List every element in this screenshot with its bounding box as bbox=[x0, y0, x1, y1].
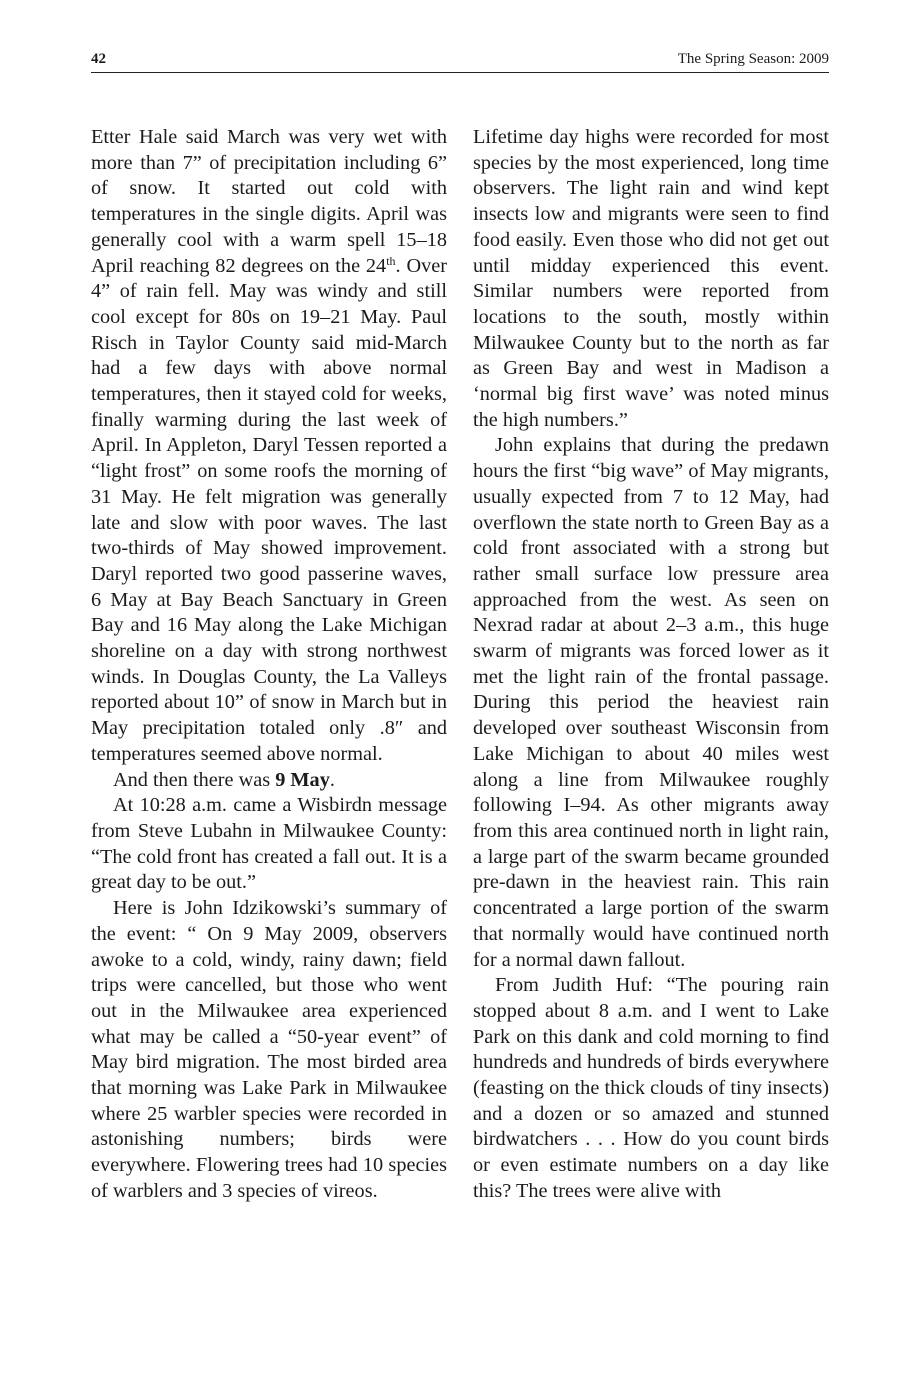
paragraph-summary-continued: Lifetime day highs were recorded for most species by the most experienced, long time observers. The light rain and wind kept insects low and migrants were seen to find food easily. Even those who did not get out until midday experienced this event. Similar numbers were reported from locations to the south, mostly within Milwaukee County but to the north as far as Green Bay and west in Madison a ‘normal big first wave’ was noted minus the high numbers.” bbox=[473, 126, 829, 431]
bold-date: 9 May bbox=[275, 768, 330, 791]
paragraph-9-may bbox=[91, 768, 447, 794]
page-number: 42 bbox=[91, 51, 106, 67]
journal-title: The Spring Season: 2009 bbox=[677, 51, 829, 67]
paragraph-weather-summary bbox=[91, 125, 447, 768]
paragraph-text: Etter Hale said March was very wet with more than 7” of precipitation including 6” of snow. It started out cold with temperatures in the single digits. April was generally cool with a warm spell 15–18 April reaching 82 degrees on the 24 bbox=[91, 126, 447, 277]
paragraph-idzikowski-summary: Here is John Idzikowski’s summary of the event: “ On 9 May 2009, observers awoke to a cold, windy, rainy dawn; field trips were cancelled, but those who went out in the Milwaukee area experienced what may be called a “50-year event” of May bird migration. The most birded area that morning was Lake Park in Milwaukee where 25 warbler species were recorded in astonishing numbers; birds were everywhere. Flowering trees had 10 species of warblers and 3 species of vireos. bbox=[91, 897, 447, 1202]
paragraph-john-explains: John explains that during the predawn hours the first “big wave” of May migrants, usually expected from 7 to 12 May, had overflown the state north to Green Bay as a cold front associated with a strong but rather small surface low pressure area approached from the west. As seen on Nexrad radar at about 2–3 a.m., this huge swarm of migrants was forced lower as it met the light rain of the frontal passage. During this period the heaviest rain developed over southeast Wisconsin from Lake Michigan to about 40 miles west along a line from Milwaukee roughly following I–94. As other migrants away from this area continued north in light rain, a large part of the swarm became grounded pre-dawn in the heaviest rain. This rain concentrated a large portion of the swarm that normally would have continued north for a normal dawn fallout. bbox=[473, 434, 829, 971]
running-head bbox=[91, 48, 829, 73]
right-column bbox=[473, 125, 829, 1205]
paragraph-lubahn-message: At 10:28 a.m. came a Wisbirdn message from Steve Lubahn in Milwaukee County: “The cold front has created a fall out. It is a great day to be out.” bbox=[91, 794, 447, 894]
paragraph-text: . bbox=[329, 768, 335, 791]
paragraph-text: And then there was bbox=[113, 768, 276, 791]
paragraph-judith-huf: From Judith Huf: “The pouring rain stopped about 8 a.m. and I went to Lake Park on this dank and cold morning to find hundreds and hundreds of birds everywhere (feasting on the thick clouds of tiny insects) and a dozen or so amazed and stunned birdwatchers . . . How do you count birds or even estimate numbers on a day like this? The trees were alive with bbox=[473, 974, 829, 1202]
paragraph-text: . Over 4” of rain fell. May was windy and still cool except for 80s on 19–21 May. Paul Risch in Taylor County said mid-March had a few days with above normal temperatures, then it stayed cold for weeks, finally warming during the last week of April. In Appleton, Daryl Tessen reported a “light frost” on some roofs the morning of 31 May. He felt migration was generally late and slow with poor waves. The last two-thirds of May showed improvement. Daryl reported two good passerine waves, 6 May at Bay Beach Sanctuary in Green Bay and 16 May along the Lake Michigan shoreline on a day with strong northwest winds. In Douglas County, the La Valleys reported about 10” of snow in March but in May precipitation totaled only .8″ and temperatures seemed above normal. bbox=[91, 254, 447, 765]
ordinal-superscript: th bbox=[386, 253, 396, 268]
left-column bbox=[91, 125, 447, 1205]
